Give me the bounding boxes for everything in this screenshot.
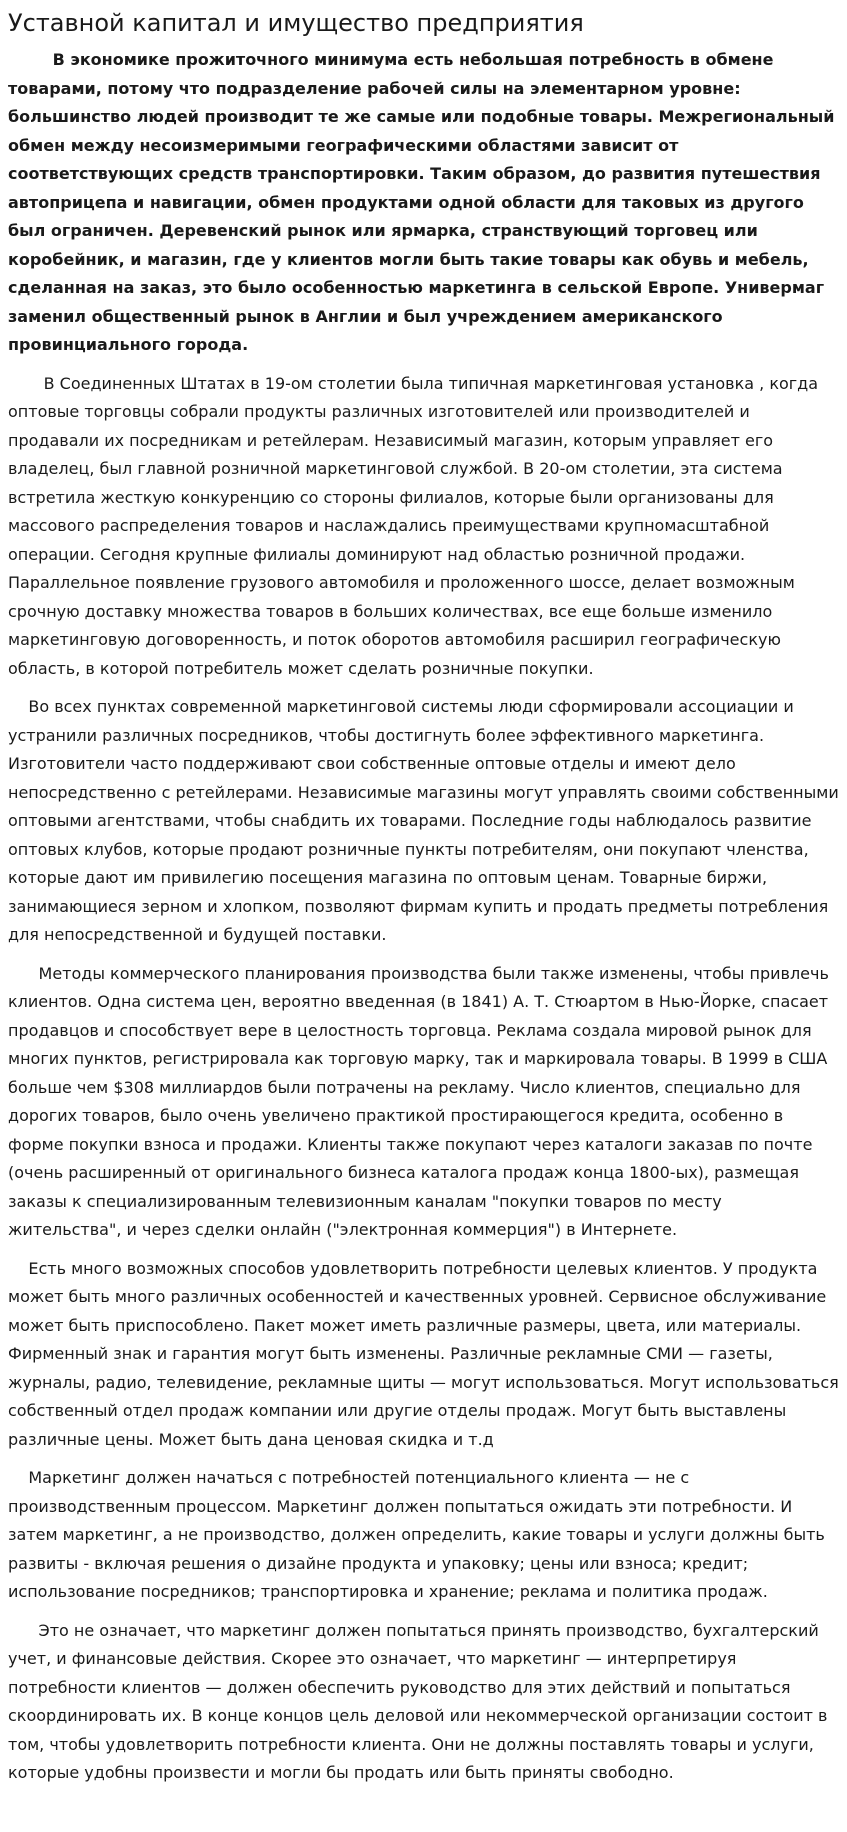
paragraph-text: В Соединенных Штатах в 19-ом столетии была типичная маркетинговая установка , когда оптовые торговцы собрали продукты различных изготовителей или производителей и продавали их посредникам и ретейлерам. Независимый магазин, которым управляет его владелец, был главной розничной маркетинговой службой. В 20-ом столетии, эта система встретила жесткую конкуренцию со стороны филиалов, которые были организованы для массового распределения товаров и наслаждались преимуществами крупномасштабной операции. Сегодня крупные филиалы доминируют над областью розничной продажи. Параллельное появление грузового автомобиля и проложенного шоссе, делает возможным срочную доставку множества товаров в больших количествах, все еще больше изменило маркетинговую договоренность, и поток оборотов автомобиля расширил географическую область, в которой потребитель может сделать розничные покупки. bbox=[8, 373, 819, 678]
paragraph-text: Маркетинг должен начаться с потребностей потенциального клиента — не с производственным процессом. Маркетинг должен попытаться ожидать эти потребности. И затем маркетинг, а не производство, должен определить, какие товары и услуги должны быть развиты - включая решения о дизайне продукта и упаковку; цены или взноса; кредит; использование посредников; транспортировка и хранение; реклама и политика продаж. bbox=[8, 1468, 825, 1601]
paragraph-text: В экономике прожиточного минимума есть небольшая потребность в обмене товарами, потому что подразделение рабочей силы на элементарном уровне: большинство людей производит те же самые или подобные товары. Межрегиональный обмен между несоизмеримыми географическими областями зависит от соответствующих средств транспортировки. Таким образом, до развития путешествия автоприцепа и навигации, обмен продуктами одной области для таковых из другого был ограничен. Деревенский рынок или ярмарка, странствующий торговец или коробейник, и магазин, где у клиентов могли быть такие товары как обувь и мебель, сделанная на заказ, это было особенностью маркетинга в сельской Европе. Универмаг заменил общественный рынок в Англии и был учреждением американского провинциального города. bbox=[8, 50, 835, 354]
paragraph-1 bbox=[8, 46, 839, 360]
paragraph-6 bbox=[8, 1464, 839, 1607]
paragraph-indent bbox=[8, 697, 28, 716]
paragraph-indent bbox=[8, 964, 39, 983]
paragraph-text: Есть много возможных способов удовлетворить потребности целевых клиентов. У продукта может быть много различных особенностей и качественных уровней. Сервисное обслуживание может быть приспособлено. Пакет может иметь различные размеры, цвета, или материалы. Фирменный знак и гарантия могут быть изменены. Различные рекламные СМИ — газеты, журналы, радио, телевидение, рекламные щиты — могут использоваться. Могут использоваться собственный отдел продаж компании или другие отделы продаж. Могут быть выставлены различные цены. Может быть дана ценовая скидка и т.д bbox=[8, 1258, 839, 1449]
paragraph-indent bbox=[8, 1468, 28, 1487]
paragraph-indent bbox=[8, 1621, 39, 1640]
paragraph-indent bbox=[8, 374, 44, 393]
paragraph-4 bbox=[8, 960, 839, 1245]
paragraph-indent bbox=[8, 1259, 28, 1278]
paragraph-5 bbox=[8, 1255, 839, 1455]
document-title: Уставной капитал и имущество предприятия bbox=[8, 9, 584, 37]
paragraph-7 bbox=[8, 1617, 839, 1788]
paragraph-text: Методы коммерческого планирования производства были также изменены, чтобы привлечь клиентов. Одна система цен, вероятно введенная (в 1841) А. Т. Стюартом в Нью-Йорке, спасает продавцов и способствует вере в целостность торговца. Реклама создала мировой рынок для многих пунктов, регистрировала как торговую марку, так и маркировала товары. В 1999 в США больше чем $308 миллиардов были потрачены на рекламу. Число клиентов, специально для дорогих товаров, было очень увеличено практикой простирающегося кредита, особенно в форме покупки взноса и продажи. Клиенты также покупают через каталоги заказав по почте (очень расширенный от оригинального бизнеса каталога продаж конца 1800-ых), размещая заказы к специализированным телевизионным каналам "покупки товаров по месту жительства", и через сделки онлайн ("электронная коммерция") в Интернете. bbox=[8, 963, 829, 1239]
paragraph-text: Это не означает, что маркетинг должен попытаться принять производство, бухгалтерский учет, и финансовые действия. Скорее это означает, что маркетинг — интерпретируя потребности клиентов — должен обеспечить руководство для этих действий и попытаться скоординировать их. В конце концов цель деловой или некоммерческой организации состоит в том, чтобы удовлетворить потребности клиента. Они не должны поставлять товары и услуги, которые удобны произвести и могли бы продать или быть приняты свободно. bbox=[8, 1620, 828, 1782]
paragraph-3 bbox=[8, 693, 839, 950]
paragraph-2 bbox=[8, 370, 839, 684]
paragraph-text: Во всех пунктах современной маркетинговой системы люди сформировали ассоциации и устранили различных посредников, чтобы достигнуть более эффективного маркетинга. Изготовители часто поддерживают свои собственные оптовые отделы и имеют дело непосредственно с ретейлерами. Независимые магазины могут управлять своими собственными оптовыми агентствами, чтобы снабдить их товарами. Последние годы наблюдалось развитие оптовых клубов, которые продают розничные пункты потребителям, они покупают членства, которые дают им привилегию посещения магазина по оптовым ценам. Товарные биржи, занимающиеся зерном и хлопком, позволяют фирмам купить и продать предметы потребления для непосредственной и будущей поставки. bbox=[8, 697, 839, 944]
paragraph-indent bbox=[8, 50, 53, 69]
